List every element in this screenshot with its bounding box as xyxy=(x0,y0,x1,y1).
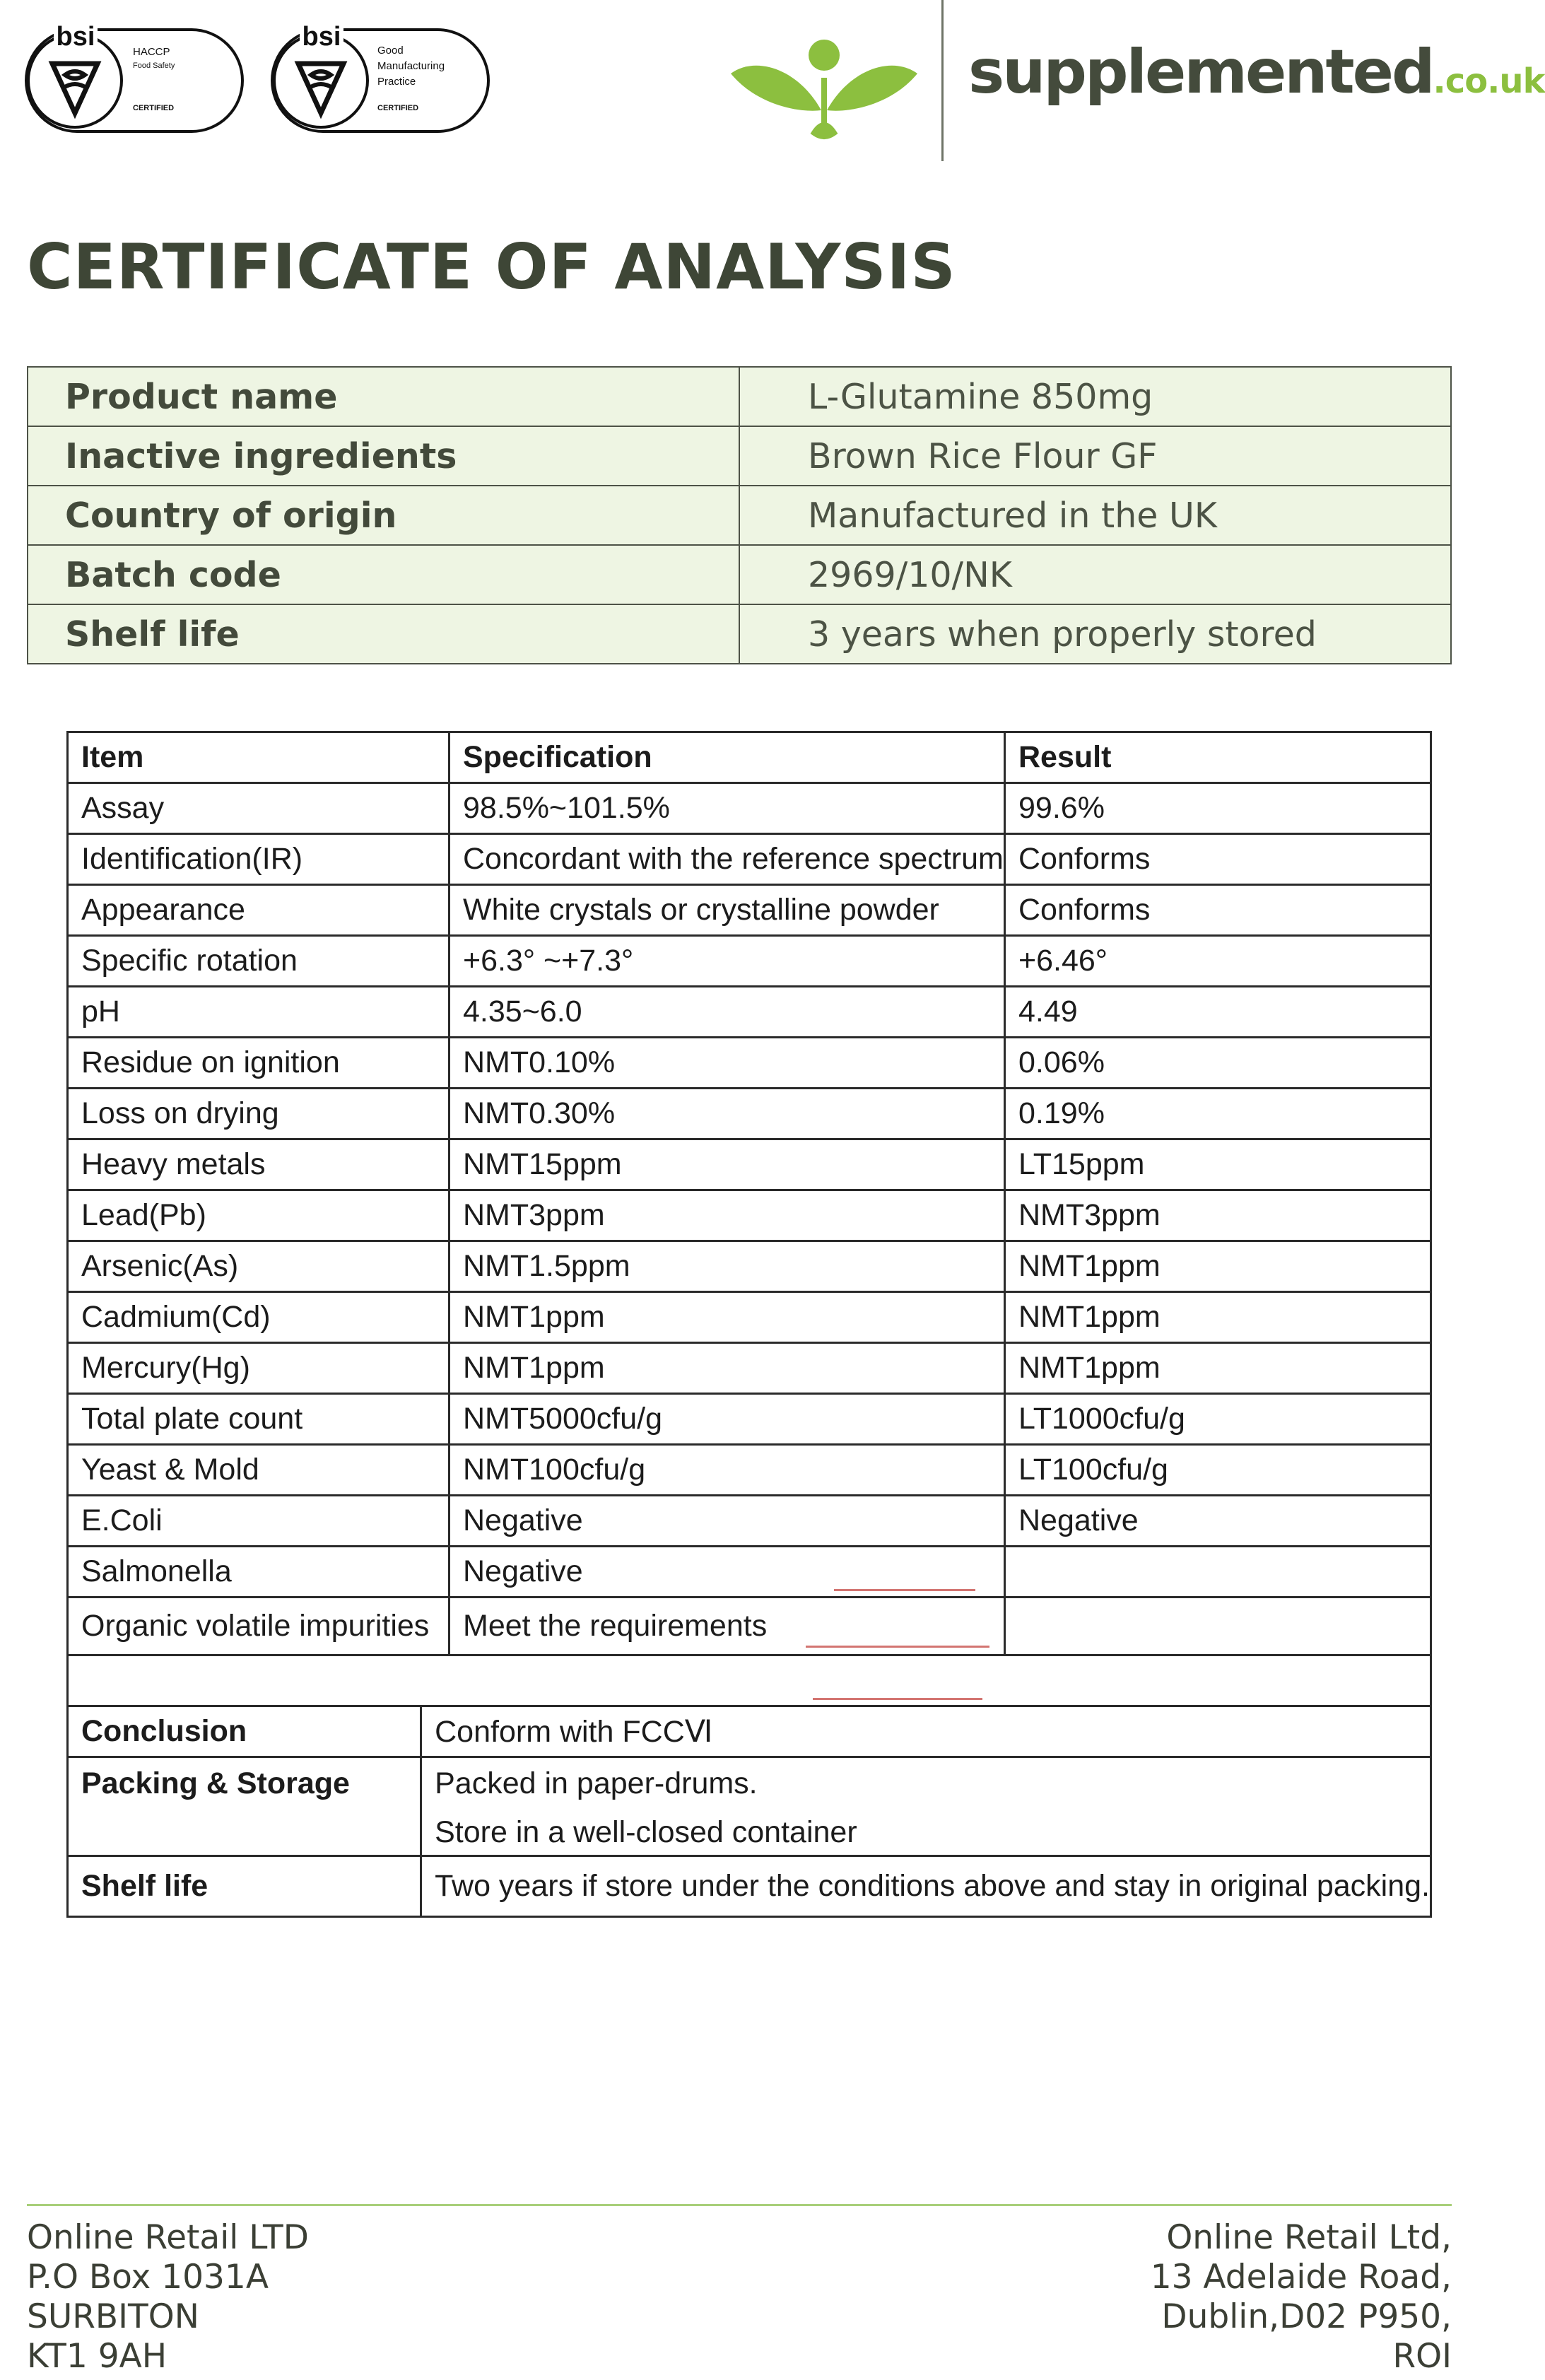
badge-status: CERTIFIED xyxy=(377,104,419,112)
row-item: Identification(IR) xyxy=(68,834,450,885)
badge-brand: bsi xyxy=(302,22,341,52)
ireland-address xyxy=(1151,2218,1452,2376)
table-row xyxy=(68,1292,1431,1343)
address-line: P.O Box 1031A xyxy=(27,2258,269,2297)
address-line: Online Retail Ltd, xyxy=(1166,2218,1452,2257)
row-spec: +6.3° ~+7.3° xyxy=(450,936,1005,987)
table-row xyxy=(68,1445,1431,1496)
row-result: LT15ppm xyxy=(1005,1139,1431,1190)
leaf-logo-icon xyxy=(728,27,920,134)
logo-name: supplemented xyxy=(968,37,1433,107)
row-spec: Meet the requirements xyxy=(450,1598,1005,1655)
packing-row xyxy=(68,1757,1431,1856)
product-row xyxy=(28,604,1451,664)
row-spec: NMT1ppm xyxy=(450,1292,1005,1343)
row-result: 0.19% xyxy=(1005,1089,1431,1139)
address-line: Dublin,D02 P950, xyxy=(1161,2297,1452,2336)
stamp-remnant xyxy=(813,1698,982,1700)
product-value: Manufactured in the UK xyxy=(739,486,1451,545)
row-spec: 4.35~6.0 xyxy=(450,987,1005,1038)
bsi-kitemark-icon xyxy=(270,23,490,134)
row-item: Lead(Pb) xyxy=(68,1190,450,1241)
row-spec: NMT5000cfu/g xyxy=(450,1394,1005,1445)
analysis-header-row xyxy=(68,732,1431,783)
row-spec: Negative xyxy=(450,1496,1005,1547)
header-specification: Specification xyxy=(450,732,1005,783)
conclusion-value: Conform with FCCⅥ xyxy=(421,1706,1431,1757)
row-spec: 98.5%~101.5% xyxy=(450,783,1005,834)
stamp-remnant xyxy=(806,1646,989,1648)
product-label: Inactive ingredients xyxy=(28,426,739,486)
address-line: KT1 9AH xyxy=(27,2337,168,2376)
product-label: Batch code xyxy=(28,545,739,604)
row-spec: Negative xyxy=(450,1547,1005,1598)
product-row xyxy=(28,426,1451,486)
row-result: LT1000cfu/g xyxy=(1005,1394,1431,1445)
row-item: Residue on ignition xyxy=(68,1038,450,1089)
product-label: Shelf life xyxy=(28,604,739,664)
product-row xyxy=(28,545,1451,604)
row-result: +6.46° xyxy=(1005,936,1431,987)
footer-divider xyxy=(27,2204,1452,2206)
row-item: Arsenic(As) xyxy=(68,1241,450,1292)
uk-address xyxy=(27,2218,309,2376)
table-row xyxy=(68,834,1431,885)
haccp-certified-badge xyxy=(24,23,245,134)
row-item: Assay xyxy=(68,783,450,834)
row-item: Yeast & Mold xyxy=(68,1445,450,1496)
row-result xyxy=(1005,1547,1431,1598)
header-result: Result xyxy=(1005,732,1431,783)
row-spec: White crystals or crystalline powder xyxy=(450,885,1005,936)
row-result: 0.06% xyxy=(1005,1038,1431,1089)
row-spec: NMT1.5ppm xyxy=(450,1241,1005,1292)
product-details-table xyxy=(27,366,1452,664)
badge-brand: bsi xyxy=(56,22,95,52)
packing-label: Packing & Storage xyxy=(68,1757,421,1856)
badge-line1: HACCP xyxy=(133,46,170,58)
blank-row xyxy=(68,1655,1431,1706)
badge-line1: Good xyxy=(377,45,404,57)
row-spec: Concordant with the reference spectrum xyxy=(450,834,1005,885)
row-result: NMT1ppm xyxy=(1005,1241,1431,1292)
row-result xyxy=(1005,1598,1431,1655)
badge-line2: Food Safety xyxy=(133,61,175,70)
row-item: Total plate count xyxy=(68,1394,450,1445)
row-result: Negative xyxy=(1005,1496,1431,1547)
row-item: Loss on drying xyxy=(68,1089,450,1139)
table-row xyxy=(68,1496,1431,1547)
table-row xyxy=(68,1038,1431,1089)
row-item: Cadmium(Cd) xyxy=(68,1292,450,1343)
row-spec: NMT100cfu/g xyxy=(450,1445,1005,1496)
brand-logo[interactable] xyxy=(968,37,1545,122)
table-row xyxy=(68,1394,1431,1445)
row-spec: NMT0.10% xyxy=(450,1038,1005,1089)
row-result: NMT1ppm xyxy=(1005,1343,1431,1394)
row-result: Conforms xyxy=(1005,834,1431,885)
table-row xyxy=(68,1343,1431,1394)
row-item: pH xyxy=(68,987,450,1038)
stamp-remnant xyxy=(834,1589,975,1591)
table-row xyxy=(68,1190,1431,1241)
conclusion-table xyxy=(66,1705,1432,1918)
row-spec: NMT15ppm xyxy=(450,1139,1005,1190)
row-spec: NMT1ppm xyxy=(450,1343,1005,1394)
product-row xyxy=(28,367,1451,426)
row-spec: NMT0.30% xyxy=(450,1089,1005,1139)
row-item: Appearance xyxy=(68,885,450,936)
gmp-certified-badge xyxy=(270,23,490,134)
product-label: Country of origin xyxy=(28,486,739,545)
badge-line3: Practice xyxy=(377,76,416,88)
product-row xyxy=(28,486,1451,545)
address-line: SURBITON xyxy=(27,2297,199,2336)
table-row xyxy=(68,936,1431,987)
address-line: 13 Adelaide Road, xyxy=(1150,2258,1452,2297)
packing-value xyxy=(421,1757,1431,1856)
packing-line-2: Store in a well-closed container xyxy=(435,1815,857,1849)
table-row xyxy=(68,1241,1431,1292)
badge-line2: Manufacturing xyxy=(377,60,445,72)
packing-line-1: Packed in paper-drums. xyxy=(435,1766,758,1800)
bsi-kitemark-icon xyxy=(24,23,245,134)
row-result: 99.6% xyxy=(1005,783,1431,834)
shelf-life-row xyxy=(68,1856,1431,1917)
table-row xyxy=(68,783,1431,834)
header-item: Item xyxy=(68,732,450,783)
table-row xyxy=(68,1598,1431,1655)
logo-divider xyxy=(941,0,944,161)
row-item: Mercury(Hg) xyxy=(68,1343,450,1394)
row-result: Conforms xyxy=(1005,885,1431,936)
row-item: Specific rotation xyxy=(68,936,450,987)
row-result: NMT3ppm xyxy=(1005,1190,1431,1241)
product-value: Brown Rice Flour GF xyxy=(739,426,1451,486)
table-row xyxy=(68,1547,1431,1598)
product-value: L-Glutamine 850mg xyxy=(739,367,1451,426)
row-spec: NMT3ppm xyxy=(450,1190,1005,1241)
analysis-section xyxy=(66,731,1432,1918)
table-row xyxy=(68,885,1431,936)
shelf-life-value: Two years if store under the conditions above and stay in original packing. xyxy=(421,1856,1431,1917)
logo-tld: .co.uk xyxy=(1433,61,1545,101)
table-row xyxy=(68,1089,1431,1139)
row-item: Heavy metals xyxy=(68,1139,450,1190)
blank-cell xyxy=(68,1655,1431,1706)
product-label: Product name xyxy=(28,367,739,426)
row-item: Salmonella xyxy=(68,1547,450,1598)
product-value: 3 years when properly stored xyxy=(739,604,1451,664)
shelf-life-label: Shelf life xyxy=(68,1856,421,1917)
badge-status: CERTIFIED xyxy=(133,104,175,112)
row-result: 4.49 xyxy=(1005,987,1431,1038)
page-title: CERTIFICATE OF ANALYSIS xyxy=(27,230,956,303)
row-result: LT100cfu/g xyxy=(1005,1445,1431,1496)
row-item: E.Coli xyxy=(68,1496,450,1547)
row-result: NMT1ppm xyxy=(1005,1292,1431,1343)
row-item: Organic volatile impurities xyxy=(68,1598,450,1655)
conclusion-label: Conclusion xyxy=(68,1706,421,1757)
table-row xyxy=(68,987,1431,1038)
analysis-table xyxy=(66,731,1432,1707)
product-value: 2969/10/NK xyxy=(739,545,1451,604)
table-row xyxy=(68,1139,1431,1190)
address-line: Online Retail LTD xyxy=(27,2218,309,2257)
address-line: ROI xyxy=(1392,2337,1452,2376)
conclusion-row xyxy=(68,1706,1431,1757)
